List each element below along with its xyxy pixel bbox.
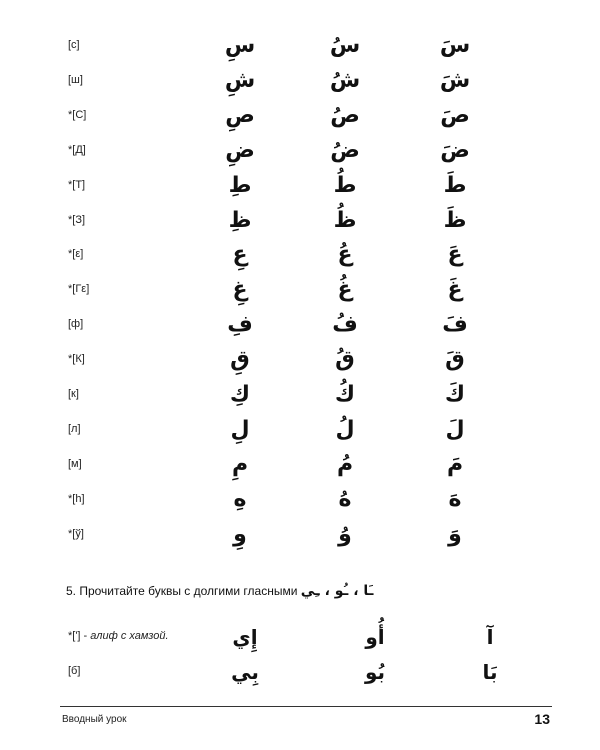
label-text: *['] - <box>68 630 91 642</box>
letter-kasra: ظِ <box>228 207 252 233</box>
letter-fatha: غَ <box>447 277 463 303</box>
exercise-row <box>0 620 600 656</box>
letter-damma: صُ <box>330 102 360 128</box>
letter-fatha: سَ <box>439 33 471 58</box>
letter-damma: طُ <box>333 172 357 198</box>
letter-kasra: ضِ <box>225 137 255 163</box>
letter-kasra: لِ <box>230 416 250 442</box>
letter-damma: عُ <box>337 242 353 268</box>
letter-damma: شُ <box>329 67 361 93</box>
letter-fatha: ضَ <box>440 137 470 163</box>
label-text: [б] <box>68 665 81 677</box>
letter-damma: كُ <box>334 382 356 407</box>
table-row <box>0 345 600 379</box>
letter-kasra: مِ <box>231 451 249 477</box>
letter-kasra: سِ <box>224 33 256 58</box>
table-row <box>0 206 600 240</box>
table-row <box>0 415 600 449</box>
letter-kasra: وِ <box>233 521 247 547</box>
letter-fatha: صَ <box>440 102 470 128</box>
letter-kasra: طِ <box>228 172 252 198</box>
letter-kasra: شِ <box>224 67 256 93</box>
letter-kasra: فِ <box>227 312 253 338</box>
phonetic-label: *[h] <box>68 492 85 505</box>
phonetic-label <box>68 665 80 677</box>
label-note: алиф с хамзой. <box>90 630 169 642</box>
page-number: 13 <box>534 711 550 727</box>
letter-kasra: قِ <box>230 347 250 373</box>
letter-fatha: شَ <box>439 67 471 93</box>
phonetic-label: *[Гε] <box>68 283 90 296</box>
letter-damma: وُ <box>338 521 352 547</box>
letter-damma: فُ <box>332 312 358 338</box>
footer-divider <box>60 706 552 707</box>
phonetic-label: *[ε] <box>68 248 84 261</box>
letter-damma: هُ <box>338 486 352 512</box>
letter-fatha: قَ <box>445 347 465 373</box>
table-row <box>0 520 600 554</box>
phonetic-label: *[С] <box>68 108 87 121</box>
phonetic-label: *[Д] <box>68 143 86 156</box>
letter-damma: غُ <box>337 277 353 303</box>
table-row <box>0 31 600 65</box>
letter-damma: سُ <box>329 33 361 58</box>
phonetic-label: [ф] <box>68 318 84 331</box>
letter-kasra: كِ <box>229 382 251 407</box>
long-vowel-a: بَا <box>482 660 498 684</box>
table-row <box>0 136 600 170</box>
table-row <box>0 450 600 484</box>
table-row <box>0 240 600 274</box>
long-vowel-u: بُو <box>364 660 386 684</box>
table-row <box>0 66 600 100</box>
phonetic-label: *[К] <box>68 353 85 366</box>
long-vowel-u: أُو <box>365 625 385 649</box>
letter-damma: قُ <box>335 347 355 373</box>
exercise-title-text: 5. Прочитайте буквы с долгими гласными <box>66 584 298 598</box>
table-row <box>0 275 600 309</box>
phonetic-label <box>68 630 169 642</box>
letter-fatha: لَ <box>445 416 465 442</box>
phonetic-label: [ш] <box>68 73 83 86</box>
table-row <box>0 101 600 135</box>
table-row <box>0 310 600 344</box>
phonetic-label: *[Т] <box>68 178 86 191</box>
table-row <box>0 485 600 519</box>
letter-fatha: مَ <box>446 451 464 477</box>
long-vowel-a: آ <box>486 625 494 649</box>
letter-fatha: فَ <box>442 312 468 338</box>
letter-fatha: طَ <box>443 172 467 198</box>
table-row <box>0 380 600 414</box>
phonetic-label: *[З] <box>68 213 86 226</box>
exercise-row <box>0 655 600 691</box>
letter-kasra: غِ <box>232 277 248 303</box>
long-vowel-i: إِي <box>232 625 258 649</box>
letter-kasra: عِ <box>232 242 248 268</box>
letter-fatha: هَ <box>448 486 462 512</box>
exercise-title <box>66 583 373 599</box>
letter-kasra: هِ <box>233 486 247 512</box>
exercise-title-arabic: ـَا ، ـُو ، ـِي <box>300 583 374 599</box>
letter-fatha: عَ <box>447 242 463 268</box>
table-row <box>0 171 600 205</box>
phonetic-label: *[ў] <box>68 527 84 540</box>
letter-fatha: وَ <box>448 521 462 547</box>
letter-fatha: كَ <box>444 382 466 407</box>
phonetic-label: [л] <box>68 422 81 435</box>
letter-damma: ظُ <box>333 207 357 233</box>
letter-fatha: ظَ <box>443 207 467 233</box>
phonetic-label: [с] <box>68 39 80 51</box>
letter-damma: ضُ <box>330 137 360 163</box>
letter-damma: لُ <box>335 416 355 442</box>
long-vowel-i: بِي <box>231 660 259 684</box>
footer-section-name: Вводный урок <box>62 714 127 725</box>
phonetic-label: [м] <box>68 457 82 470</box>
letter-damma: مُ <box>336 451 354 477</box>
phonetic-label: [к] <box>68 388 79 400</box>
letter-kasra: صِ <box>225 102 255 128</box>
